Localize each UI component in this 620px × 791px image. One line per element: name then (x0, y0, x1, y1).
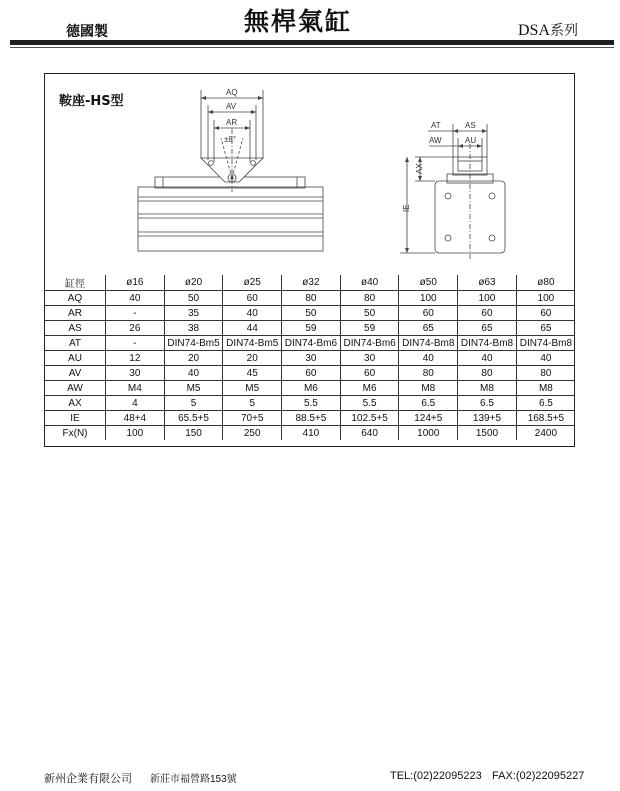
table-cell: 100 (516, 291, 575, 306)
table-cell: 5 (223, 396, 282, 411)
label-aq: AQ (226, 88, 238, 97)
header-cell-bore: 缸徑 (45, 275, 106, 291)
table-cell: DIN74-Bm6 (282, 336, 341, 351)
table-cell: DIN74-Bm8 (516, 336, 575, 351)
table-cell: 65 (399, 321, 458, 336)
table-cell: M8 (458, 381, 517, 396)
label-as: AS (465, 121, 476, 130)
table-cell: 100 (106, 426, 165, 441)
table-cell: 65 (458, 321, 517, 336)
header-cell: ø40 (340, 275, 399, 291)
series-suffix: 系列 (550, 23, 579, 39)
table-cell: DIN74-Bm8 (399, 336, 458, 351)
table-row (45, 426, 575, 441)
table-cell: 48+4 (106, 411, 165, 426)
table-cell: 45 (223, 366, 282, 381)
table-cell: 6.5 (516, 396, 575, 411)
series-code: DSA (518, 22, 551, 39)
table-cell: 1000 (399, 426, 458, 441)
table-cell: 30 (282, 351, 341, 366)
header-made-in: 德國製 (66, 24, 108, 40)
label-at: AT (431, 121, 441, 130)
label-ax: AX (415, 163, 424, 174)
table-cell: 250 (223, 426, 282, 441)
table-cell: DIN74-Bm5 (223, 336, 282, 351)
table-cell: 59 (340, 321, 399, 336)
table-cell: M6 (282, 381, 341, 396)
table-cell: 40 (516, 351, 575, 366)
table-row (45, 336, 575, 351)
row-label-cell: AS (45, 321, 106, 336)
table-cell: 410 (282, 426, 341, 441)
header-cell: ø20 (164, 275, 223, 291)
table-cell: 124+5 (399, 411, 458, 426)
table-row (45, 321, 575, 336)
table-cell: 168.5+5 (516, 411, 575, 426)
row-label-cell: Fx(N) (45, 426, 106, 441)
section-title: 鞍座-HS型 (59, 94, 124, 109)
table-cell: - (106, 336, 165, 351)
table-header-row (45, 275, 575, 291)
header-rule-thick (10, 40, 614, 45)
table-cell: 6.5 (458, 396, 517, 411)
table-cell: 40 (458, 351, 517, 366)
table-cell: 70+5 (223, 411, 282, 426)
table-row (45, 396, 575, 411)
table-cell: 139+5 (458, 411, 517, 426)
table-cell: 40 (399, 351, 458, 366)
table-cell: M5 (223, 381, 282, 396)
table-cell: 59 (282, 321, 341, 336)
table-cell: 26 (106, 321, 165, 336)
table-row (45, 411, 575, 426)
table-cell: DIN74-Bm5 (164, 336, 223, 351)
table-cell: 65 (516, 321, 575, 336)
table-cell: 44 (223, 321, 282, 336)
table-cell: - (106, 306, 165, 321)
row-label-cell: AX (45, 396, 106, 411)
footer-tel: TEL:(02)22095223 (390, 770, 482, 782)
table-cell: 640 (340, 426, 399, 441)
row-label-cell: AU (45, 351, 106, 366)
table-row (45, 351, 575, 366)
row-label-cell: AR (45, 306, 106, 321)
table-cell: 80 (282, 291, 341, 306)
row-label-cell: AQ (45, 291, 106, 306)
table-cell: 30 (106, 366, 165, 381)
table-cell: 5 (164, 396, 223, 411)
table-cell: 80 (458, 366, 517, 381)
table-cell: 6.5 (399, 396, 458, 411)
technical-drawing (45, 74, 573, 274)
table-cell: DIN74-Bm8 (458, 336, 517, 351)
table-row (45, 366, 575, 381)
spec-panel (44, 73, 575, 447)
table-cell: M8 (516, 381, 575, 396)
table-cell: M5 (164, 381, 223, 396)
label-ie: IE (402, 204, 411, 212)
table-cell: M6 (340, 381, 399, 396)
label-av: AV (226, 102, 237, 111)
table-cell: 35 (164, 306, 223, 321)
label-aw: AW (429, 136, 442, 145)
table-cell: 50 (282, 306, 341, 321)
table-row (45, 291, 575, 306)
row-label-cell: AW (45, 381, 106, 396)
table-cell: M4 (106, 381, 165, 396)
header-cell: ø25 (223, 275, 282, 291)
table-cell: 20 (223, 351, 282, 366)
table-cell: 5.5 (282, 396, 341, 411)
table-cell: 80 (516, 366, 575, 381)
footer-address: 新莊市福營路153號 (150, 774, 237, 785)
table-cell: 150 (164, 426, 223, 441)
table-cell: M8 (399, 381, 458, 396)
table-row (45, 306, 575, 321)
table-cell: 60 (458, 306, 517, 321)
header-rule-thin (10, 47, 614, 48)
table-cell: 1500 (458, 426, 517, 441)
table-cell: 40 (106, 291, 165, 306)
table-cell: 20 (164, 351, 223, 366)
table-cell: 60 (516, 306, 575, 321)
label-angle: ±8° (224, 135, 237, 144)
footer-fax: FAX:(02)22095227 (492, 770, 585, 782)
row-label-cell: AT (45, 336, 106, 351)
table-cell: 4 (106, 396, 165, 411)
table-cell: 88.5+5 (282, 411, 341, 426)
table-cell: 80 (399, 366, 458, 381)
table-cell: 100 (458, 291, 517, 306)
page-title: 無桿氣缸 (244, 7, 353, 36)
row-label-cell: IE (45, 411, 106, 426)
header-cell: ø32 (282, 275, 341, 291)
table-row (45, 381, 575, 396)
header-cell: ø80 (516, 275, 575, 291)
label-au: AU (465, 136, 477, 145)
label-ar: AR (226, 118, 238, 127)
header-cell: ø63 (458, 275, 517, 291)
header-cell: ø16 (106, 275, 165, 291)
table-cell: 80 (340, 291, 399, 306)
spec-table (45, 275, 575, 440)
row-label-cell: AV (45, 366, 106, 381)
table-cell: 2400 (516, 426, 575, 441)
table-cell: 30 (340, 351, 399, 366)
table-cell: 102.5+5 (340, 411, 399, 426)
series-label (518, 20, 578, 40)
table-cell: 100 (399, 291, 458, 306)
table-cell: 40 (164, 366, 223, 381)
table-cell: 60 (223, 291, 282, 306)
header-cell: ø50 (399, 275, 458, 291)
table-cell: 50 (340, 306, 399, 321)
table-cell: 5.5 (340, 396, 399, 411)
table-cell: 60 (282, 366, 341, 381)
table-cell: 60 (399, 306, 458, 321)
footer-company: 新州企業有限公司 (44, 773, 132, 785)
table-cell: 38 (164, 321, 223, 336)
table-cell: 65.5+5 (164, 411, 223, 426)
table-cell: 60 (340, 366, 399, 381)
table-cell: 12 (106, 351, 165, 366)
table-cell: 40 (223, 306, 282, 321)
table-cell: 50 (164, 291, 223, 306)
table-cell: DIN74-Bm6 (340, 336, 399, 351)
